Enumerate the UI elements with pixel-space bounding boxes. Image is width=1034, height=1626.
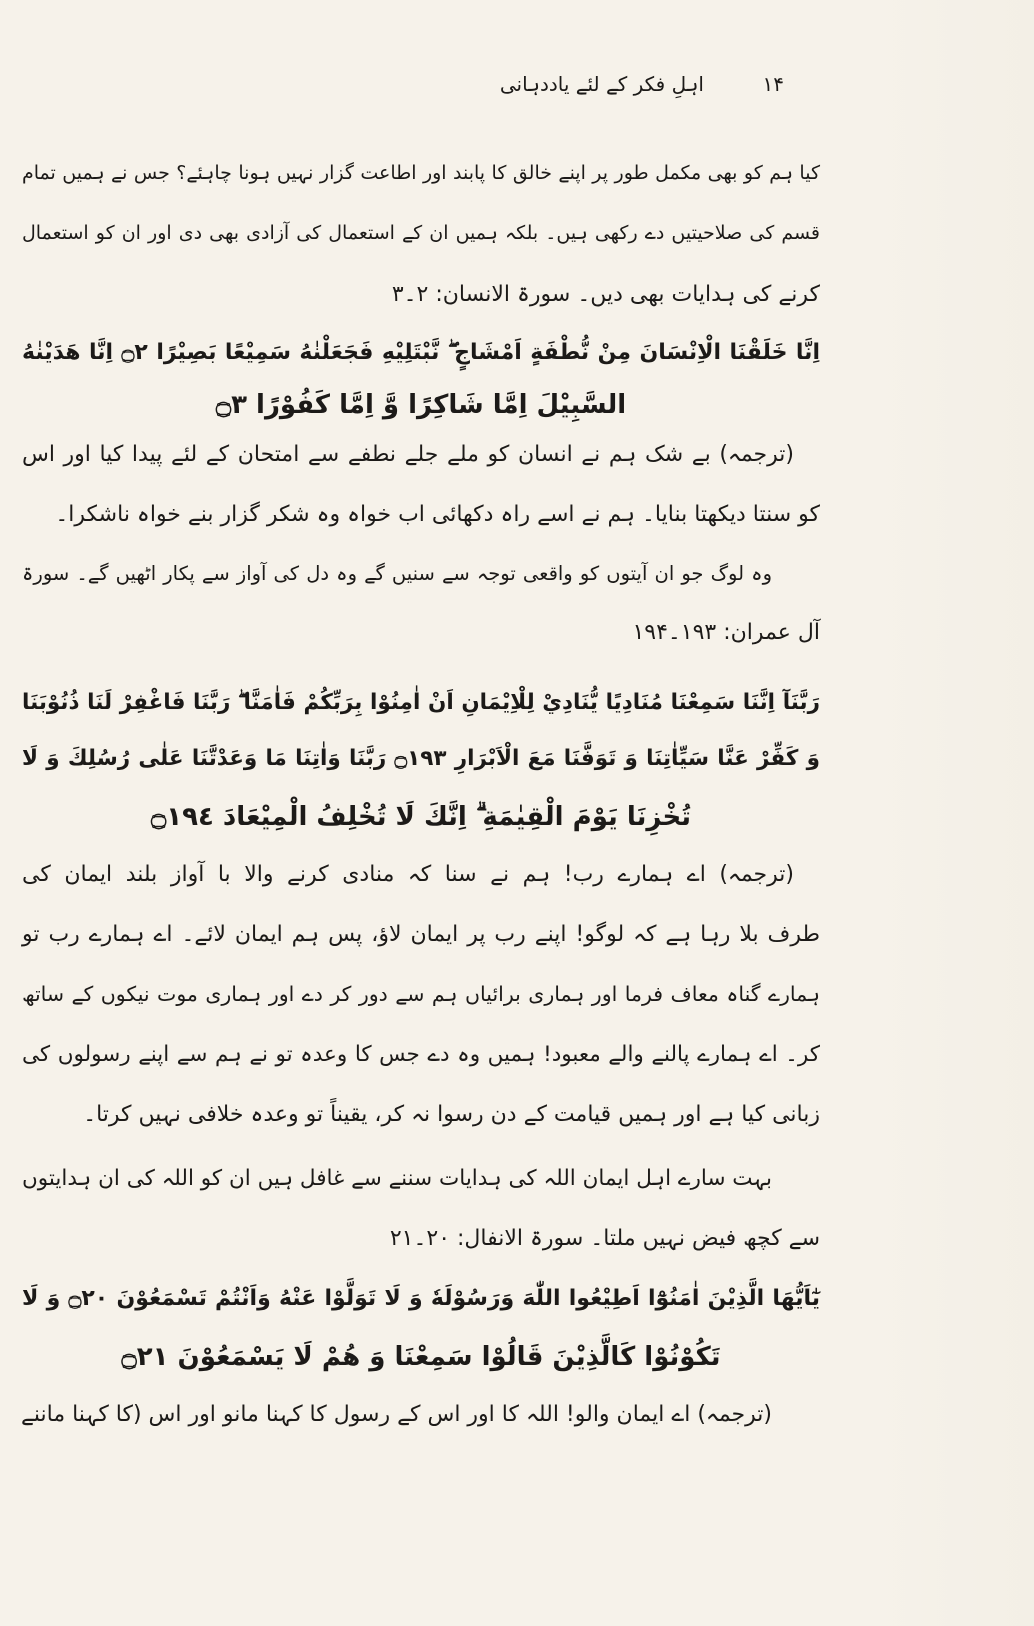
reference-line: کرنے کی ہدایات بھی دیں۔ سورۃ الانسان: ۲۔۳ (391, 282, 820, 307)
body-line: بہت سارے اہل ایمان اللہ کی ہدایات سننے سے غافل ہیں ان کو اللہ کی ان ہدایتوں (22, 1166, 772, 1191)
translation-line: (ترجمہ) بے شک ہم نے انسان کو ملے جلے نطفے سے امتحان کے لئے پیدا کیا اور اس (22, 442, 794, 467)
verse-line: تَكُوْنُوْا كَالَّذِيْنَ قَالُوْا سَمِعْنَا وَ هُمْ لَا يَسْمَعُوْنَ ۝٢١ (121, 1342, 721, 1372)
running-title: اہلِ فکر کے لئے یاددہانی (499, 72, 704, 96)
reference-line: آل عمران: ۱۹۳۔۱۹۴ (632, 620, 820, 645)
verse-line: السَّبِيْلَ اِمَّا شَاكِرًا وَّ اِمَّا كَفُوْرًا ۝٣ (215, 390, 627, 420)
translation-line: کر۔ اے ہمارے پالنے والے معبود! ہمیں وہ دے جس کا وعدہ تو نے ہم سے اپنے رسولوں کی (22, 1042, 820, 1067)
verse-line: وَ كَفِّرْ عَنَّا سَيِّاٰتِنَا وَ تَوَفَّنَا مَعَ الْاَبْرَارِ ۝١٩٣ رَبَّنَا وَاٰتِنَا مَا وَعَدْتَّنَا عَلٰى رُسُلِكَ وَ لَا (22, 746, 820, 771)
translation-line: طرف بلا رہا ہے کہ لوگو! اپنے رب پر ایمان لاؤ، پس ہم ایمان لائے۔ اے ہمارے رب تو (22, 922, 820, 947)
body-line: قسم کی صلاحیتیں دے رکھی ہیں۔ بلکہ ہمیں ان کے استعمال کی آزادی بھی دی اور ان کو استعمال (22, 222, 820, 244)
translation-line: (ترجمہ) اے ایمان والو! اللہ کا اور اس کے رسول کا کہنا مانو اور اس (کا کہنا ماننے (20, 1402, 772, 1427)
translation-line: (ترجمہ) اے ہمارے رب! ہم نے سنا کہ منادی کرنے والا با آواز بلند ایمان کی (22, 862, 794, 887)
translation-line: زبانی کیا ہے اور ہمیں قیامت کے دن رسوا نہ کر، یقیناً تو وعدہ خلافی نہیں کرتا۔ (83, 1102, 820, 1127)
page-number: ۱۴ (762, 72, 784, 96)
translation-line: کو سنتا دیکھتا بنایا۔ ہم نے اسے راہ دکھائی اب خواہ وہ شکر گزار بنے خواہ ناشکرا۔ (55, 502, 820, 527)
body-line: وہ لوگ جو ان آیتوں کو واقعی توجہ سے سنیں گے وہ دل کی آواز سے پکار اٹھیں گے۔ سورۃ (22, 562, 772, 585)
verse-line: اِنَّا خَلَقْنَا الْاِنْسَانَ مِنْ نُّطْفَةٍ اَمْشَاجٍ ۖ نَّبْتَلِيْهِ فَجَعَلْنٰهُ سَمِيْعًا بَصِيْرًا ۝٢ اِنَّا هَدَيْنٰهُ (22, 340, 820, 365)
verse-line: يٰٓاَيُّهَا الَّذِيْنَ اٰمَنُوْٓا اَطِيْعُوا اللّٰهَ وَرَسُوْلَهٗ وَ لَا تَوَلَّوْا عَنْهُ وَاَنْتُمْ تَسْمَعُوْنَ ۝٢٠ وَ لَا (22, 1286, 820, 1311)
page-edge (864, 0, 1034, 1626)
translation-line: ہمارے گناہ معاف فرما اور ہماری برائیاں ہم سے دور کر دے اور ہماری موت نیکوں کے ساتھ (22, 982, 820, 1006)
verse-line: تُخْزِنَا يَوْمَ الْقِيٰمَةِ ۗ اِنَّكَ لَا تُخْلِفُ الْمِيْعَادَ ۝١٩٤ (150, 802, 692, 832)
body-line: کیا ہم کو بھی مکمل طور پر اپنے خالق کا پابند اور اطاعت گزار نہیں ہونا چاہئے؟ جس نے ہمیں تمام (22, 162, 820, 184)
reference-line: سے کچھ فیض نہیں ملتا۔ سورۃ الانفال: ۲۰۔۲۱ (389, 1226, 820, 1251)
verse-line: رَبَّنَآ اِنَّنَا سَمِعْنَا مُنَادِيًا يُّنَادِيْ لِلْاِيْمَانِ اَنْ اٰمِنُوْا بِرَبِّكُمْ فَاٰمَنَّا ۖ رَبَّنَا فَاغْفِرْ لَنَا ذُنُوْبَنَا (22, 690, 820, 715)
